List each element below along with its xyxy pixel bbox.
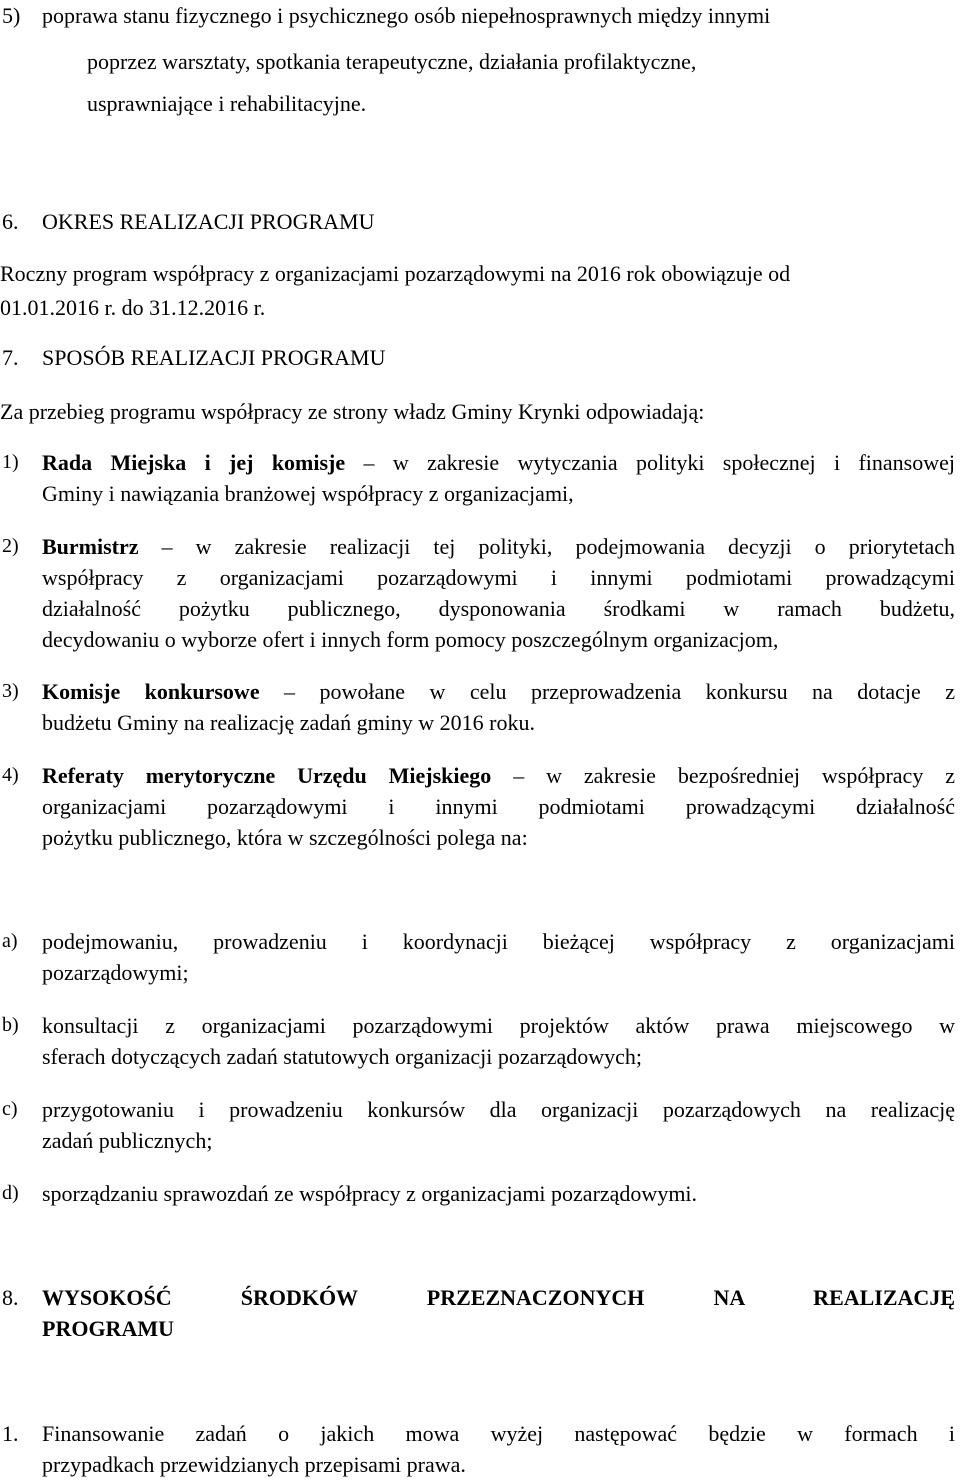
- section-number: 6.: [2, 209, 19, 234]
- text-line: decydowaniu o wyborze ofert i innych form pomocy poszczególnym organizacjom,: [42, 627, 779, 652]
- section-7-heading: [0, 342, 955, 373]
- list-number: 5): [2, 3, 21, 28]
- text-line: usprawniające i rehabilitacyjne.: [87, 91, 367, 116]
- list-item-1: [0, 447, 955, 509]
- text-line: Za przebieg programu współpracy ze strony władz Gminy Krynki odpowiadają:: [0, 399, 705, 424]
- sublist-item-b: [0, 1010, 955, 1072]
- section-8-heading: [0, 1282, 955, 1344]
- sublist-item-d: [0, 1178, 955, 1209]
- list-number: 3): [2, 680, 19, 702]
- section-number: 8.: [2, 1285, 19, 1310]
- list-item-5-cont: [0, 46, 960, 77]
- section-6-heading: [0, 206, 955, 237]
- text-line: sporządzaniu sprawozdań ze współpracy z organizacjami pozarządowymi.: [42, 1181, 698, 1206]
- responsible-body: Referaty merytoryczne Urzędu Miejskiego: [42, 763, 492, 788]
- text-line: pożytku publicznego, która w szczególności polega na:: [42, 825, 528, 850]
- text-line: Referaty merytoryczne Urzędu Miejskiego – w zakresie bezpośredniej współpracy z: [42, 763, 955, 788]
- list-number: 1): [2, 451, 19, 473]
- text-line: zadań publicznych;: [42, 1128, 213, 1153]
- text-line: Burmistrz – w zakresie realizacji tej polityki, podejmowania decyzji o priorytetach: [42, 534, 955, 559]
- section-title: OKRES REALIZACJI PROGRAMU: [42, 209, 375, 234]
- text-line: sferach dotyczących zadań statutowych organizacji pozarządowych;: [42, 1044, 643, 1069]
- list-item-5: [0, 0, 955, 31]
- list-item-2: [0, 531, 955, 655]
- text-line: działalność pożytku publicznego, dysponowania środkami w ramach budżetu,: [42, 596, 955, 621]
- list-number: 2): [2, 535, 19, 557]
- list-item-5-cont: [0, 88, 960, 119]
- text-line: poprawa stanu fizycznego i psychicznego osób niepełnosprawnych między innymi: [42, 3, 771, 28]
- responsible-body: Burmistrz: [42, 534, 139, 559]
- text-line: budżetu Gminy na realizację zadań gminy w 2016 roku.: [42, 710, 536, 735]
- section-6-line1: [0, 258, 955, 289]
- section-6-line2: [0, 292, 955, 323]
- list-letter: d): [2, 1182, 19, 1204]
- list-letter: c): [2, 1098, 18, 1120]
- list-number: 4): [2, 764, 19, 786]
- text-line: przygotowaniu i prowadzeniu konkursów dla organizacji pozarządowych na realizację: [42, 1097, 955, 1122]
- text-line: organizacjami pozarządowymi i innymi podmiotami prowadzącymi działalność: [42, 794, 955, 819]
- text-line: konsultacji z organizacjami pozarządowymi projektów aktów prawa miejscowego w: [42, 1013, 955, 1038]
- section-7-intro: [0, 396, 955, 427]
- text-line: pozarządowymi;: [42, 960, 189, 985]
- text-line: podejmowaniu, prowadzeniu i koordynacji bieżącej współpracy z organizacjami: [42, 929, 955, 954]
- list-letter: a): [2, 930, 18, 952]
- section-title: WYSOKOŚĆ ŚRODKÓW PRZEZNACZONYCH NA REALIZACJĘ: [42, 1285, 955, 1310]
- section-title: SPOSÓB REALIZACJI PROGRAMU: [42, 345, 386, 370]
- text-line: Gminy i nawiązania branżowej współpracy z organizacjami,: [42, 481, 574, 506]
- section-8-item-1: [0, 1418, 955, 1480]
- sublist-item-a: [0, 926, 955, 988]
- list-letter: b): [2, 1014, 19, 1036]
- list-item-4: [0, 760, 955, 853]
- text-line: poprzez warsztaty, spotkania terapeutyczne, działania profilaktyczne,: [87, 49, 697, 74]
- text-line: 01.01.2016 r. do 31.12.2016 r.: [0, 295, 266, 320]
- section-number: 7.: [2, 345, 19, 370]
- text-line: współpracy z organizacjami pozarządowymi i innymi podmiotami prowadzącymi: [42, 565, 955, 590]
- responsible-body: Rada Miejska i jej komisje: [42, 450, 346, 475]
- text-line: Finansowanie zadań o jakich mowa wyżej następować będzie w formach i: [42, 1421, 955, 1446]
- text-line: przypadkach przewidzianych przepisami prawa.: [42, 1452, 466, 1477]
- section-title: PROGRAMU: [42, 1316, 174, 1341]
- responsible-body: Komisje konkursowe: [42, 679, 260, 704]
- text-line: Rada Miejska i jej komisje – w zakresie wytyczania polityki społecznej i finansowej: [42, 450, 955, 475]
- text-line: Komisje konkursowe – powołane w celu przeprowadzenia konkursu na dotacje z: [42, 679, 956, 704]
- list-item-3: [0, 676, 955, 738]
- text-line: Roczny program współpracy z organizacjami pozarządowymi na 2016 rok obowiązuje od: [0, 261, 791, 286]
- sublist-item-c: [0, 1094, 955, 1156]
- list-number: 1.: [2, 1421, 19, 1446]
